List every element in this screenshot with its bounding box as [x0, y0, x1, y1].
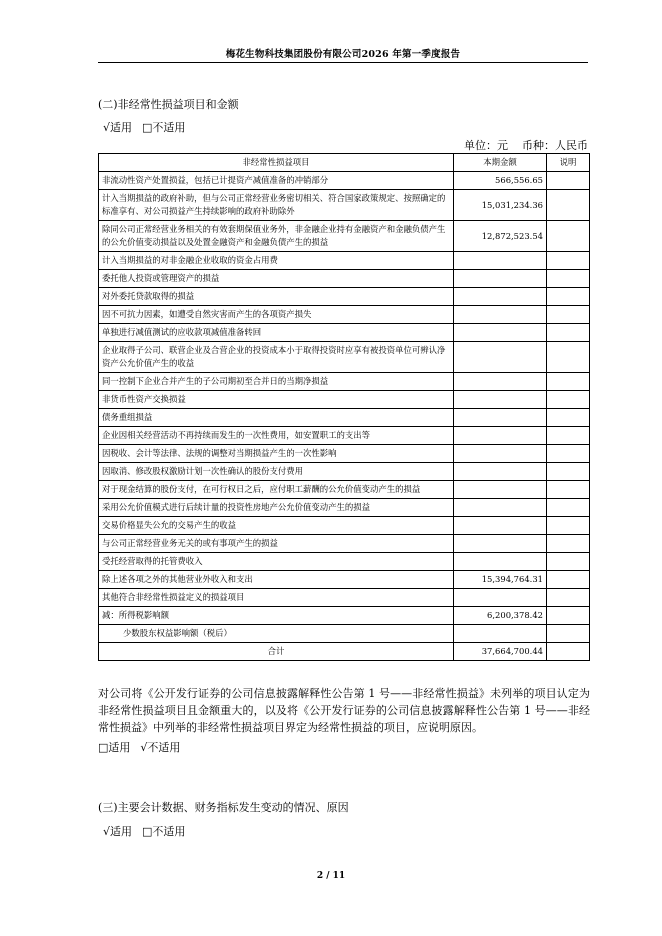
row-item-label: 对于现金结算的股份支付，在可行权日之后，应付职工薪酬的公允价值变动产生的损益: [99, 481, 454, 499]
row-amount: 566,556.65: [454, 172, 547, 190]
currency-label: 币种：人民币: [522, 139, 588, 152]
row-note: [547, 499, 590, 517]
column-header-note: 说明: [547, 154, 590, 172]
row-amount: [454, 481, 547, 499]
row-item-label: 其他符合非经常性损益定义的损益项目: [99, 589, 454, 607]
row-item-label: 同一控制下企业合并产生的子公司期初至合并日的当期净损益: [99, 373, 454, 391]
row-note: [547, 517, 590, 535]
unit-currency-line: [98, 137, 588, 153]
row-note: [547, 391, 590, 409]
paragraph-not-applicable-option: √不适用: [140, 741, 181, 754]
row-amount: [454, 342, 547, 373]
row-amount: [454, 517, 547, 535]
row-item-label: 计入当期损益的政府补助，但与公司正常经营业务密切相关、符合国家政策规定、按照确定的标准享有、对公司损益产生持续影响的政府补助除外: [99, 190, 454, 221]
row-note: [547, 306, 590, 324]
row-amount: 15,031,234.36: [454, 190, 547, 221]
column-header-amount: 本期金额: [454, 154, 547, 172]
row-note: [547, 288, 590, 306]
explanation-paragraph: [98, 685, 590, 756]
row-item-label: 减：所得税影响额: [99, 607, 454, 625]
table-row: [99, 445, 590, 463]
row-item-label: 非流动性资产处置损益，包括已计提资产减值准备的冲销部分: [99, 172, 454, 190]
row-amount: 15,394,764.31: [454, 571, 547, 589]
row-amount: [454, 288, 547, 306]
table-row: [99, 190, 590, 221]
row-amount: 6,200,378.42: [454, 607, 547, 625]
row-amount: [454, 324, 547, 342]
row-item-label: 委托他人投资或管理资产的损益: [99, 270, 454, 288]
table-row: [99, 535, 590, 553]
row-amount: [454, 391, 547, 409]
row-note: [547, 535, 590, 553]
row-note: [547, 172, 590, 190]
table-row: [99, 221, 590, 252]
row-amount: [454, 589, 547, 607]
row-note: [547, 481, 590, 499]
row-note: [547, 445, 590, 463]
table-row: [99, 427, 590, 445]
row-amount: [454, 409, 547, 427]
row-amount: [454, 252, 547, 270]
report-header-title: 梅花生物科技集团股份有限公司2026 年第一季度报告: [225, 49, 461, 60]
table-row: [99, 625, 590, 643]
table-row: [99, 270, 590, 288]
row-amount: [454, 373, 547, 391]
row-amount: [454, 463, 547, 481]
row-note: [547, 643, 590, 661]
row-amount: [454, 553, 547, 571]
row-amount: [454, 306, 547, 324]
row-amount: [454, 535, 547, 553]
section-3-not-applicable-option: □不适用: [142, 825, 186, 838]
row-note: [547, 373, 590, 391]
row-item-label: 单独进行减值测试的应收款项减值准备转回: [99, 324, 454, 342]
section-3-applicable-option: √适用: [103, 825, 133, 838]
row-item-label: 少数股东权益影响额（税后）: [99, 625, 454, 643]
explanation-text: 对公司将《公开发行证券的公司信息披露解释性公告第 1 号——非经常性损益》未列举的项目认定为非经常性损益项目且金额重大的，以及将《公开发行证券的公司信息披露解释性公告第 1 号——非经常性损益》中列举的非经常性损益项目界定为经常性损益的项目，应说明原因。: [98, 687, 590, 734]
column-header-item: 非经常性损益项目: [99, 154, 454, 172]
row-note: [547, 409, 590, 427]
row-note: [547, 342, 590, 373]
row-item-label: 合计: [99, 643, 454, 661]
row-item-label: 除同公司正常经营业务相关的有效套期保值业务外，非金融企业持有金融资产和金融负债产生的公允价值变动损益以及处置金融资产和金融负债产生的损益: [99, 221, 454, 252]
row-note: [547, 607, 590, 625]
section-3-title: (三)主要会计数据、财务指标发生变动的情况、原因: [98, 801, 349, 814]
table-row: [99, 481, 590, 499]
table-row: [99, 589, 590, 607]
non-recurring-items-table: [98, 153, 590, 661]
row-item-label: 受托经营取得的托管费收入: [99, 553, 454, 571]
table-row: [99, 172, 590, 190]
table-row: [99, 607, 590, 625]
row-note: [547, 190, 590, 221]
table-row: [99, 553, 590, 571]
row-amount: [454, 499, 547, 517]
row-item-label: 交易价格显失公允的交易产生的收益: [99, 517, 454, 535]
row-item-label: 对外委托贷款取得的损益: [99, 288, 454, 306]
row-note: [547, 463, 590, 481]
row-amount: [454, 625, 547, 643]
table-row: [99, 342, 590, 373]
row-note: [547, 324, 590, 342]
header-divider: [98, 62, 588, 63]
unit-label: 单位：元: [464, 139, 508, 152]
section-2-applicable-option: √适用: [103, 121, 133, 134]
row-note: [547, 625, 590, 643]
row-amount: 12,872,523.54: [454, 221, 547, 252]
table-row: [99, 643, 590, 661]
table-row: [99, 373, 590, 391]
row-note: [547, 427, 590, 445]
section-2-title: (二)非经常性损益项目和金额: [98, 98, 239, 111]
section-2-not-applicable-option: □不适用: [142, 121, 186, 134]
table-row: [99, 409, 590, 427]
row-item-label: 因税收、会计等法律、法规的调整对当期损益产生的一次性影响: [99, 445, 454, 463]
row-item-label: 与公司正常经营业务无关的或有事项产生的损益: [99, 535, 454, 553]
row-item-label: 非货币性资产交换损益: [99, 391, 454, 409]
row-item-label: 因取消、修改股权激励计划一次性确认的股份支付费用: [99, 463, 454, 481]
table-row: [99, 306, 590, 324]
table-row: [99, 252, 590, 270]
row-amount: [454, 445, 547, 463]
row-item-label: 债务重组损益: [99, 409, 454, 427]
row-note: [547, 270, 590, 288]
row-amount: 37,664,700.44: [454, 643, 547, 661]
table-row: [99, 391, 590, 409]
row-item-label: 因不可抗力因素，如遭受自然灾害而产生的各项资产损失: [99, 306, 454, 324]
table-header-row: [99, 154, 590, 172]
table-row: [99, 499, 590, 517]
paragraph-applicable-option: □适用: [98, 741, 131, 754]
row-note: [547, 553, 590, 571]
row-note: [547, 252, 590, 270]
row-item-label: 计入当期损益的对非金融企业收取的资金占用费: [99, 252, 454, 270]
page-number: 2 / 11: [316, 871, 346, 881]
table-row: [99, 517, 590, 535]
row-note: [547, 221, 590, 252]
row-item-label: 企业因相关经营活动不再持续而发生的一次性费用，如安置职工的支出等: [99, 427, 454, 445]
table-row: [99, 571, 590, 589]
table-row: [99, 324, 590, 342]
table-row: [99, 288, 590, 306]
row-amount: [454, 427, 547, 445]
row-note: [547, 589, 590, 607]
table-row: [99, 463, 590, 481]
row-note: [547, 571, 590, 589]
row-item-label: 企业取得子公司、联营企业及合营企业的投资成本小于取得投资时应享有被投资单位可辨认净资产公允价值产生的收益: [99, 342, 454, 373]
row-item-label: 除上述各项之外的其他营业外收入和支出: [99, 571, 454, 589]
row-item-label: 采用公允价值模式进行后续计量的投资性房地产公允价值变动产生的损益: [99, 499, 454, 517]
row-amount: [454, 270, 547, 288]
